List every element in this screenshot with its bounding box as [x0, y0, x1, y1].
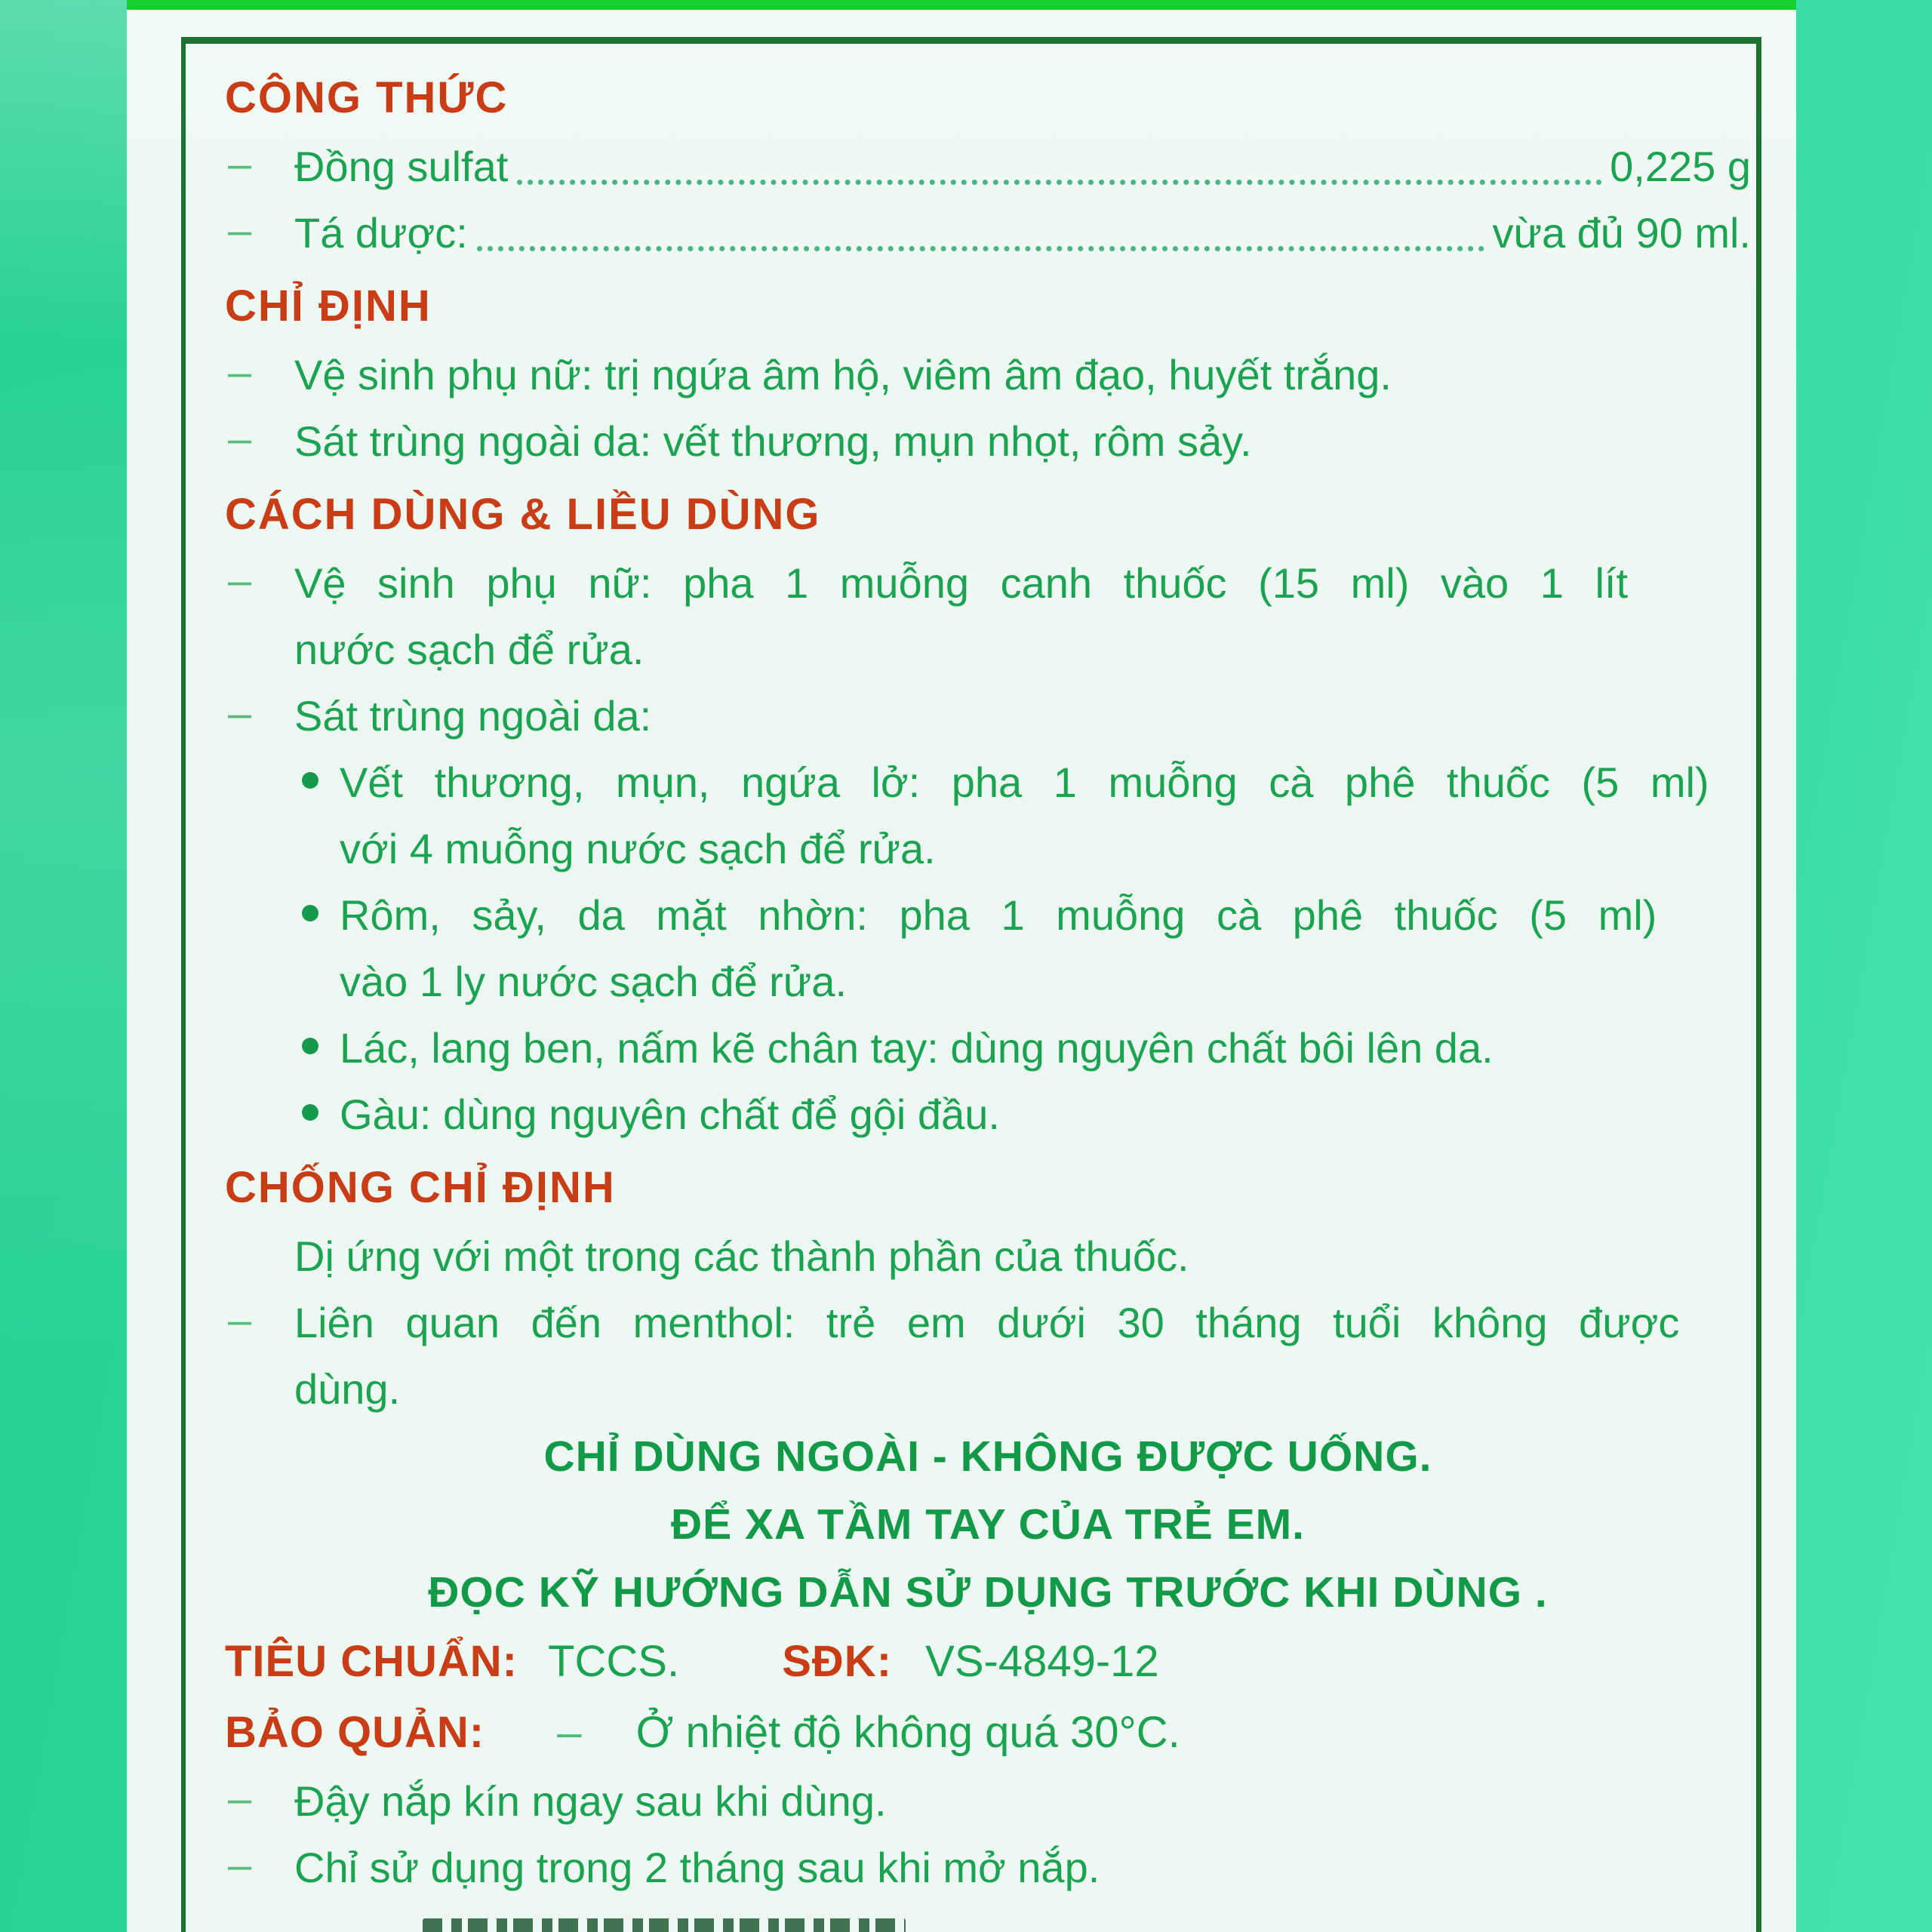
- standard-registration-line: [225, 1626, 1751, 1697]
- bottle-highlight: [0, 0, 127, 1932]
- ingredient-amount: 0,225 g: [1610, 143, 1751, 190]
- storage-condition: Ở nhiệt độ không quá 30°C.: [635, 1708, 1180, 1757]
- ingredient-amount: vừa đủ 90 ml.: [1492, 209, 1751, 257]
- dash-marker: –: [228, 414, 252, 462]
- usage-text: Sát trùng ngoài da:: [294, 692, 652, 740]
- label-sheet: [127, 10, 1796, 1932]
- indication-text: Vệ sinh phụ nữ: trị ngứa âm hộ, viêm âm đạo, huyết trắng.: [294, 351, 1392, 398]
- usage-bullet: [225, 1015, 1751, 1081]
- usage-bullet-line1: [225, 882, 1751, 949]
- ingredient-name: Tá dược:: [294, 209, 468, 257]
- contraindication-item: [225, 1223, 1751, 1290]
- usage-text: Lác, lang ben, nấm kẽ chân tay: dùng nguyên chất bôi lên da.: [340, 1024, 1494, 1072]
- storage-text: Chỉ sử dụng trong 2 tháng sau khi mở nắp.: [294, 1844, 1100, 1891]
- warning-keep-away-children: ĐỂ XA TẦM TAY CỦA TRẺ EM.: [671, 1500, 1305, 1549]
- usage-text: với 4 muỗng nước sạch để rửa.: [340, 825, 936, 872]
- warning-read-instructions: ĐỌC KỸ HƯỚNG DẪN SỬ DỤNG TRƯỚC KHI DÙNG .: [428, 1568, 1548, 1617]
- section-heading-formula: CÔNG THỨC: [225, 73, 509, 122]
- storage-item: [225, 1768, 1751, 1835]
- usage-bullet-line2: [225, 816, 1751, 882]
- label-content: [225, 58, 1751, 1901]
- sdk-label: SĐK:: [782, 1637, 893, 1686]
- storage-item: [225, 1835, 1751, 1901]
- contraindication-item-line2: [225, 1356, 1751, 1423]
- standard-label: TIÊU CHUẨN:: [225, 1637, 518, 1686]
- usage-text: nước sạch để rửa.: [294, 626, 645, 673]
- usage-text: Vệ sinh phụ nữ: pha 1 muỗng canh thuốc (15 ml) vào 1 lít: [294, 559, 1629, 607]
- bullet-dot-icon: [302, 1038, 318, 1054]
- bullet-dot-icon: [302, 772, 318, 789]
- storage-label: BẢO QUẢN:: [225, 1708, 485, 1757]
- usage-bullet-line1: [225, 749, 1751, 816]
- usage-item: [225, 683, 1751, 749]
- contraindication-text: Dị ứng với một trong các thành phần của thuốc.: [294, 1232, 1189, 1280]
- dash-marker: –: [228, 1774, 252, 1822]
- storage-line: [225, 1697, 1751, 1768]
- dotted-leader: [517, 180, 1602, 185]
- usage-bullet-line2: [225, 949, 1751, 1015]
- usage-item-line2: [225, 617, 1751, 683]
- section-heading-indications: CHỈ ĐỊNH: [225, 281, 432, 331]
- dash-marker: –: [228, 1296, 252, 1343]
- contraindication-item-line1: [225, 1290, 1751, 1356]
- contraindication-text: dùng.: [294, 1365, 401, 1413]
- bullet-dot-icon: [302, 905, 318, 921]
- dotted-leader: [477, 246, 1485, 251]
- section-heading-contraindications: CHỐNG CHỈ ĐỊNH: [225, 1163, 616, 1212]
- indication-item: [225, 408, 1751, 475]
- warning-external-use-only: CHỈ DÙNG NGOÀI - KHÔNG ĐƯỢC UỐNG.: [543, 1432, 1432, 1481]
- bottle-green-band: [127, 0, 1796, 10]
- contraindication-text: Liên quan đến menthol: trẻ em dưới 30 tháng tuổi không được: [294, 1299, 1680, 1346]
- sdk-value: VS-4849-12: [925, 1637, 1159, 1686]
- indication-item: [225, 342, 1751, 408]
- indication-text: Sát trùng ngoài da: vết thương, mụn nhọt, rôm sảy.: [294, 417, 1252, 465]
- usage-item-line1: [225, 550, 1751, 617]
- usage-text: Rôm, sảy, da mặt nhờn: pha 1 muỗng cà phê thuốc (5 ml): [340, 891, 1657, 939]
- usage-text: vào 1 ly nước sạch để rửa.: [340, 958, 847, 1005]
- ingredient-name: Đồng sulfat: [294, 143, 509, 190]
- dash-marker: –: [557, 1708, 582, 1757]
- dash-marker: –: [228, 689, 252, 737]
- cut-off-text-fragment: [423, 1918, 906, 1932]
- dash-marker: –: [228, 206, 252, 254]
- formula-row-dong-sulfat: [225, 134, 1751, 200]
- usage-bullet: [225, 1081, 1751, 1148]
- section-heading-usage: CÁCH DÙNG & LIỀU DÙNG: [225, 490, 821, 539]
- bullet-dot-icon: [302, 1104, 318, 1121]
- standard-value: TCCS.: [548, 1637, 680, 1686]
- usage-text: Gàu: dùng nguyên chất để gội đầu.: [340, 1091, 1000, 1138]
- storage-text: Đậy nắp kín ngay sau khi dùng.: [294, 1777, 887, 1825]
- dash-marker: –: [228, 140, 252, 187]
- usage-text: Vết thương, mụn, ngứa lở: pha 1 muỗng cà phê thuốc (5 ml): [340, 758, 1709, 806]
- dash-marker: –: [228, 556, 252, 604]
- dash-marker: –: [228, 1841, 252, 1888]
- formula-row-ta-duoc: [225, 200, 1751, 266]
- dash-marker: –: [228, 348, 252, 395]
